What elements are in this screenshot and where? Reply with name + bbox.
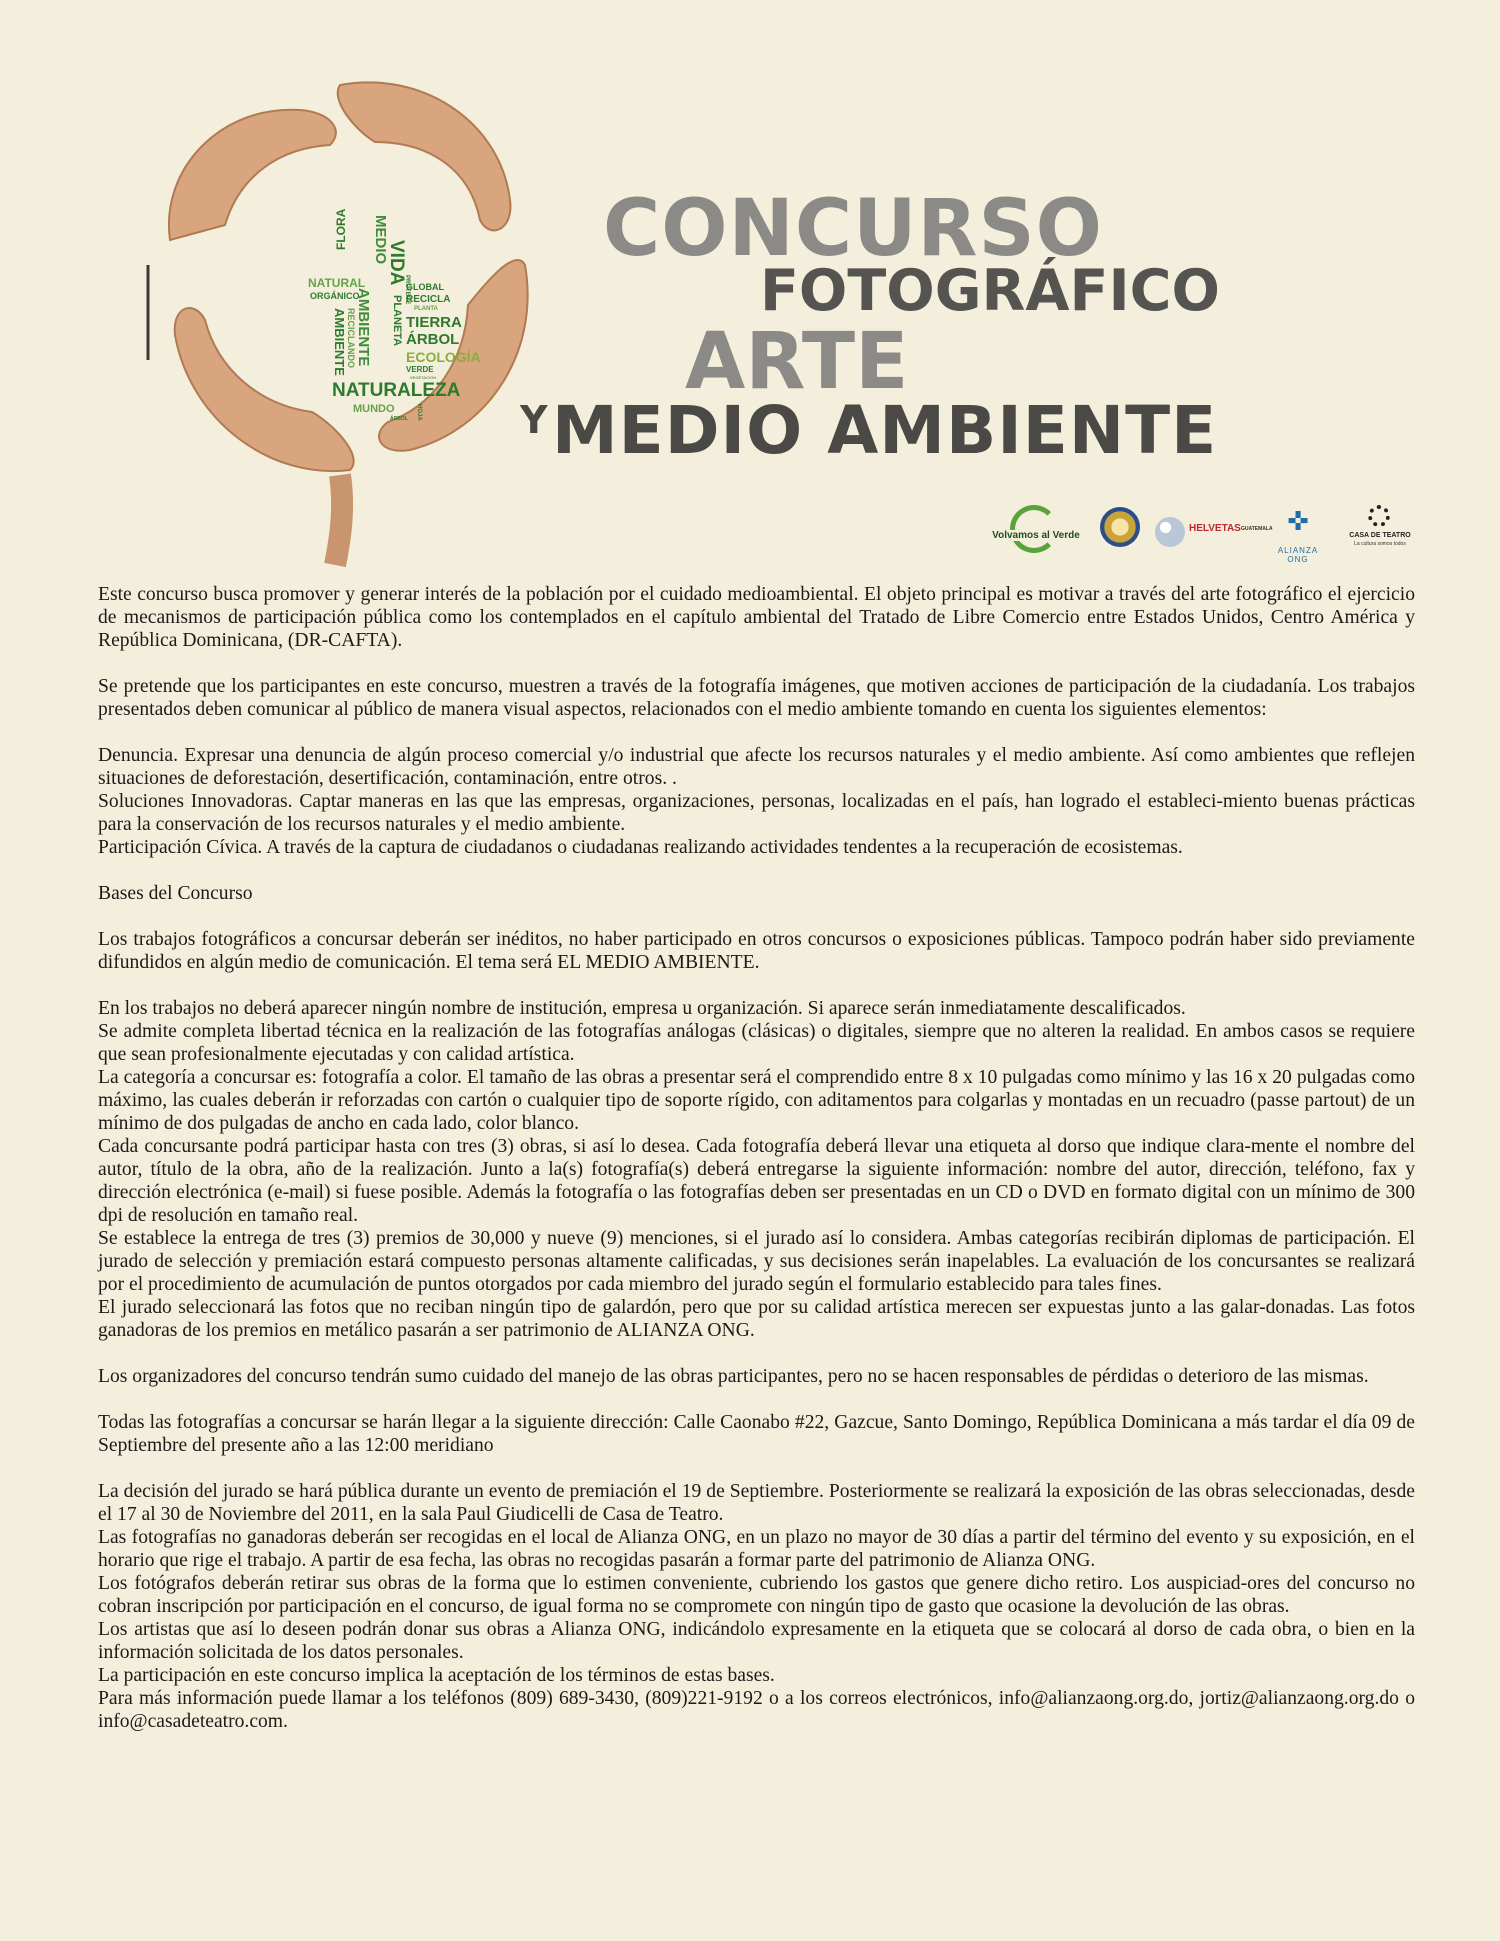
word-vida: VIDA [386,240,407,286]
volvamos-al-verde-label: Volvamos al Verde [992,530,1080,541]
word-cloud [308,208,481,422]
intro-paragraph: Este concurso busca promover y generar interés de la población por el cuidado medioambiental. El objeto principal es motivar a través del arte fotográfico el ejercicio de mecanismos de participación pública como los contemplados en el capítulo ambiental del Tratado de Libre Comercio entre Estados Unidos, Centro América y República Dominicana, (DR-CAFTA). [98,584,1415,651]
rule-cuidado: Los organizadores del concurso tendrán sumo cuidado del manejo de las obras participantes, pero no se hacen responsables de pérdidas o deterioro de las mismas. [98,1366,1369,1387]
alianza-symbol-icon: ✜ [1287,507,1309,537]
word-arbol-2: ÁRBOL [390,416,408,422]
casa-de-teatro-label: CASA DE TEATRO [1349,532,1411,539]
helvetas-logo [1155,515,1273,549]
element-participacion: Participación Cívica. A través de la captura de ciudadanos o ciudadanas realizando actividades tendentes a la recuperación de ecosistemas. [98,837,1183,858]
wrist [335,475,342,565]
word-naturaleza: NATURALEZA [332,380,461,401]
rule-libertad-tecnica: Se admite completa libertad técnica en la realización de las fotografías análogas (clásicas) o digitales, siempre que no alteren la realidad. En ambos casos se requiere que sean profesionalmente ejecutadas y con calidad artística. [98,1021,1415,1065]
word-reciclando: RECICLANDO [346,308,356,368]
title-arte: ARTE [685,317,909,407]
hands-word-cloud-illustration [130,50,570,570]
helvetas-country: GUATEMALA [1241,526,1273,532]
word-ecologia: ECOLOGÍA [406,349,481,365]
word-hoja: HOJA [416,404,422,421]
word-recicla: RECICLA [406,294,451,305]
purpose-paragraph: Se pretende que los participantes en este concurso, muestren a través de la fotografía imágenes, que motiven acciones de participación de la ciudadanía. Los trabajos presentados deben comunicar al público de manera visual aspectos, relacionados con el medio ambiente tomando en cuenta los siguientes elementos: [98,676,1415,720]
rule-recogida: Las fotografías no ganadoras deberán ser recogidas en el local de Alianza ONG, en un plazo no mayor de 30 días a partir del término del evento y su exposición, en el horario que rige el trabajo. A partir de esa fecha, las obras no recogidas pasarán a formar parte del patrimonio de Alianza ONG. [98,1527,1415,1571]
rule-premios: Se establece la entrega de tres (3) premios de 30,000 y nueve (9) menciones, si el jurado así lo considera. Ambas categorías recibirán diplomas de participación. El jurado de selección y premiación estará compuesto personas altamente calificadas, y sus decisiones serán inapelables. La evaluación de los concursantes se realizará por el procedimiento de acumulación de puntos otorgados por cada miembro del jurado según el formulario establecido para tales fines. [98,1228,1415,1295]
helvetas-label: HELVETAS [1189,523,1241,534]
word-verde: VERDE [406,365,434,374]
alianza-ong-logo [1266,507,1326,564]
hand-top-left [169,110,336,240]
volvamos-al-verde-logo [992,505,1080,559]
word-planeta: PLANETA [391,295,403,347]
globe-icon [1155,517,1185,547]
recycle-ring-icon [1010,505,1058,553]
word-medio: MEDIO [372,215,389,265]
word-global: GLOBAL [406,282,444,292]
word-planta: PLANTA [414,306,438,312]
bases-heading: Bases del Concurso [98,883,253,904]
rule-obras: Cada concursante podrá participar hasta con tres (3) obras, si así lo desea. Cada fotografía deberá llevar una etiqueta al dorso que indique clara-mente el nombre del autor, título de la obra, año de la realización. Junto a la(s) fotografía(s) deberá entregarse la siguiente información: nombre del autor, dirección, teléfono, fax y dirección electrónica (e-mail) si fuese posible. Además la fotografía o las fotografías deben ser presentadas en un CD o DVD en formato digital con un mínimo de 300 dpi de resolución en tamaño real. [98,1136,1415,1226]
word-mundo: MUNDO [353,403,395,415]
us-seal-logo [1100,507,1140,547]
rule-retiro: Los fotógrafos deberán retirar sus obras de la forma que lo estimen conveniente, cubriendo los gastos que genere dicho retiro. Los auspiciad-ores del concurso no cobran inscripción por participación en el concurso, de igual forma no se compromete con ningún tipo de gasto que ocasione la devolución de las obras. [98,1573,1415,1617]
word-ambiente: AMBIENTE [355,288,372,367]
word-natural: NATURAL [308,276,366,290]
rule-decision: La decisión del jurado se hará pública durante un evento de premiación el 19 de Septiembre. Posteriormente se realizará la exposición de las obras seleccionadas, desde el 17 al 30 de Noviembre del 2011, en la sala Paul Giudicelli de Casa de Teatro. [98,1481,1415,1525]
word-flora: FLORA [334,208,348,250]
title-y: Y [520,398,548,442]
title-concurso: CONCURSO [603,184,1103,274]
word-organico: ORGÁNICO [310,291,360,301]
hand-bottom-left [175,308,354,471]
rule-donacion: Los artistas que así lo deseen podrán donar sus obras a Alianza ONG, indicándolo expresamente en la etiqueta que se colocará al dorso de cada obra, o bien en la información solicitada de los datos personales. [98,1619,1415,1663]
casa-de-teatro-logo [1345,505,1415,555]
word-vegetacion: VEGETACIÓN [410,375,437,380]
alianza-ong-label: ALIANZA ONG [1277,546,1319,564]
contest-rules-text [98,583,1415,1733]
hand-top-right [338,82,511,230]
rule-ineditos: Los trabajos fotográficos a concursar deberán ser inéditos, no haber participado en otros concursos o exposiciones públicas. Tampoco podrán haber sido previamente difundidos en algún medio de comunicación. El tema será EL MEDIO AMBIENTE. [98,929,1415,973]
element-denuncia: Denuncia. Expresar una denuncia de algún proceso comercial y/o industrial que afecte los recursos naturales y el medio ambiente. Así como ambientes que reflejen situaciones de deforestación, desertificación, contaminación, entre otros. . [98,745,1415,789]
contact-info: Para más información puede llamar a los teléfonos (809) 689-3430, (809)221-9192 o a los correos electrónicos, info@alianzaong.org.do, jortiz@alianzaong.org.do o info@casadeteatro.com. [98,1688,1415,1732]
word-tierra: TIERRA [406,314,462,331]
element-soluciones: Soluciones Innovadoras. Captar maneras en las que las empresas, organizaciones, personas, localizadas en el país, han logrado el estableci-miento buenas prácticas para la conservación de los recursos naturales y el medio ambiente. [98,791,1415,835]
word-ambiente-2: AMBIENTE [332,308,347,376]
rule-aceptacion: La participación en este concurso implica la aceptación de los términos de estas bases. [98,1665,775,1686]
casa-de-teatro-icon [1368,505,1390,527]
title-fotografico: FOTOGRÁFICO [760,258,1220,324]
rule-no-names: En los trabajos no deberá aparecer ningún nombre de institución, empresa u organización. Si aparece serán inmediatamente descalificados. [98,998,1186,1019]
word-protege: PROTEGE [404,275,410,305]
title-medio-ambiente: MEDIO AMBIENTE [552,392,1218,469]
rule-jurado: El jurado seleccionará las fotos que no reciban ningún tipo de galardón, pero que por su calidad artística merecen ser expuestas junto a las galar-donadas. Las fotos ganadoras de los premios en metálico pasarán a ser patrimonio de ALIANZA ONG. [98,1297,1415,1341]
casa-de-teatro-tagline: La cultura somos todos [1354,541,1406,547]
word-arbol: ÁRBOL [406,331,460,348]
rule-categoria: La categoría a concursar es: fotografía a color. El tamaño de las obras a presentar será el comprendido entre 8 x 10 pulgadas como mínimo y las 16 x 20 pulgadas como máximo, las cuales deberán ir reforzadas con cartón o cualquier tipo de soporte rígido, con aditamentos para colgarlas y montadas en un recuadro (passe partout) de un mínimo de dos pulgadas de ancho en cada lado, color blanco. [98,1067,1415,1134]
rule-direccion: Todas las fotografías a concursar se harán llegar a la siguiente dirección: Calle Caonabo #22, Gazcue, Santo Domingo, República Dominicana a más tardar el día 09 de Septiembre del presente año a las 12:00 meridiano [98,1412,1415,1456]
